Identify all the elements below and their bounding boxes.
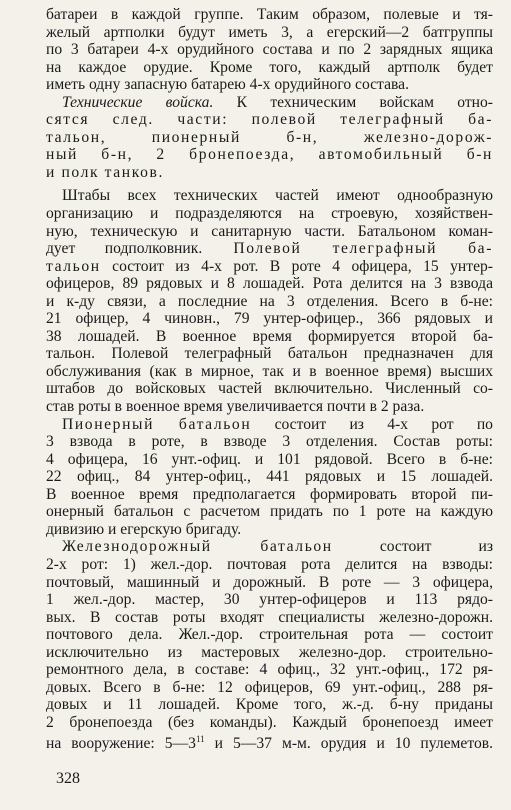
text-line: почтового дела. Жел.-дор. строительная рота — состоит: [46, 626, 493, 644]
spaced-term: тальон: [46, 257, 101, 275]
spaced-term: Железнодорожный батальон: [62, 538, 333, 556]
text-line: 22 офиц., 84 унтер-офиц., 441 рядовых и 15 лошадей.: [46, 468, 493, 486]
section-heading-technical-troops: Технические войска.: [62, 93, 214, 111]
text-line: ный б-н, 2 бронепоезда, автомобильный б-н: [46, 146, 493, 164]
page-number: 328: [56, 770, 80, 787]
text-line: довых. Всего в б-не: 12 офицеров, 69 унт.-офиц., 288 ря-: [46, 678, 493, 696]
text-line: онерный батальон с расчетом придать по 1 роте на каждую: [46, 503, 493, 521]
text-line: [46, 94, 493, 112]
text-line: 2 бронепоезда (без команды). Каждый бронепоезд имеет: [46, 713, 493, 731]
text-line: тальон, пионерный б-н, железно-дорож-: [46, 128, 493, 146]
text-line: на каждое орудие. Кроме того, каждый артполк будет: [46, 58, 493, 76]
line-fragment: состоит из: [332, 538, 493, 556]
text-line: [46, 416, 493, 434]
spaced-term: Пионерный батальон: [62, 415, 252, 433]
line-fragment: состоит из 4-х рот по: [251, 415, 493, 433]
text-line: организацию и подразделяются на строевую, хозяйствен-: [46, 205, 493, 223]
spaced-term: Полевой телеграфный ба-: [202, 240, 493, 258]
text-line: сятся след. части: полевой телеграфный ба-: [46, 111, 493, 129]
text-line: обслуживания (как в мирное, так и в военное время) высших: [46, 362, 493, 380]
text-line: [46, 240, 493, 258]
line-fragment: К техническим войскам отно-: [213, 93, 493, 111]
text-line: ную, техническую и санитарную части. Батальоном коман-: [46, 222, 493, 240]
text-line: батареи в каждой группе. Таким образом, полевые и тя-: [46, 6, 493, 23]
text-line: и полк танков.: [46, 163, 164, 181]
text-line: 38 лошадей. В военное время формируется второй ба-: [46, 327, 493, 345]
text-line: тальон. Полевой телеграфный батальон предназначен для: [46, 345, 493, 363]
line-fragment: состоит из 4-х рот. В роте 4 офицера, 15 унтер-: [100, 257, 493, 275]
text-line: исключительно из мастеровых железно-дор. строительно-: [46, 643, 493, 661]
text-line: 21 офицер, 4 чиновн., 79 унтер-офицер., 366 рядовых и: [46, 310, 493, 328]
text-line: В военное время предполагается формировать второй пи-: [46, 485, 493, 503]
line-fragment: дует подполковник.: [46, 240, 203, 258]
text-line: дивизию и егерскую бригаду.: [46, 520, 242, 538]
text-line: ремонтного дела, в составе: 4 офиц., 32 унт.-офиц., 172 ря-: [46, 661, 493, 679]
text-line: и к-ду связи, а последние на 3 отделения. Всего в б-не:: [46, 292, 493, 310]
superscript: 11: [195, 734, 205, 745]
line-fragment: на вооружение: 5—3: [46, 735, 196, 753]
text-line: по 3 батареи 4-х орудийного состава и по 2 зарядных ящика: [46, 41, 493, 59]
text-line: [46, 258, 493, 276]
text-line: иметь одну запасную батарею 4-х орудийного состава.: [46, 76, 409, 94]
text-line: 2-х рот: 1) жел.-дор. почтовая рота делится на взводы:: [46, 555, 493, 573]
text-line: став роты в военное время увеличивается почти в 2 раза.: [46, 398, 425, 416]
line-fragment: и 5—37 м-м. орудия и 10 пулеметов.: [204, 735, 493, 753]
text-line: офицеров, 89 рядовых и 8 лошадей. Рота делится на 3 взвода: [46, 275, 493, 293]
text-line: Штабы всех технических частей имеют однообразную: [62, 187, 493, 205]
text-line: желый артполки будут иметь 3, а егерский—2 батгруппы: [46, 23, 493, 41]
text-line: [46, 731, 493, 753]
text-line: штабов до войсковых частей включительно. Численный со-: [46, 380, 493, 398]
text-line: 3 взвода в роте, в взводе 3 отделения. Состав роты:: [46, 433, 493, 451]
text-line: довых и 11 лошадей. Кроме того, ж.-д. б-ну приданы: [46, 696, 493, 714]
text-line: 1 жел.-дор. мастер, 30 унтер-офицеров и 113 рядо-: [46, 591, 493, 609]
text-line: 4 офицера, 16 унт.-офиц. и 101 рядовой. Всего в б-не:: [46, 450, 493, 468]
text-line: [46, 538, 493, 556]
text-line: почтовый, машинный и дорожный. В роте — 3 офицера,: [46, 573, 493, 591]
text-line: вых. В состав роты входят специалисты железно-дорожн.: [46, 608, 493, 626]
